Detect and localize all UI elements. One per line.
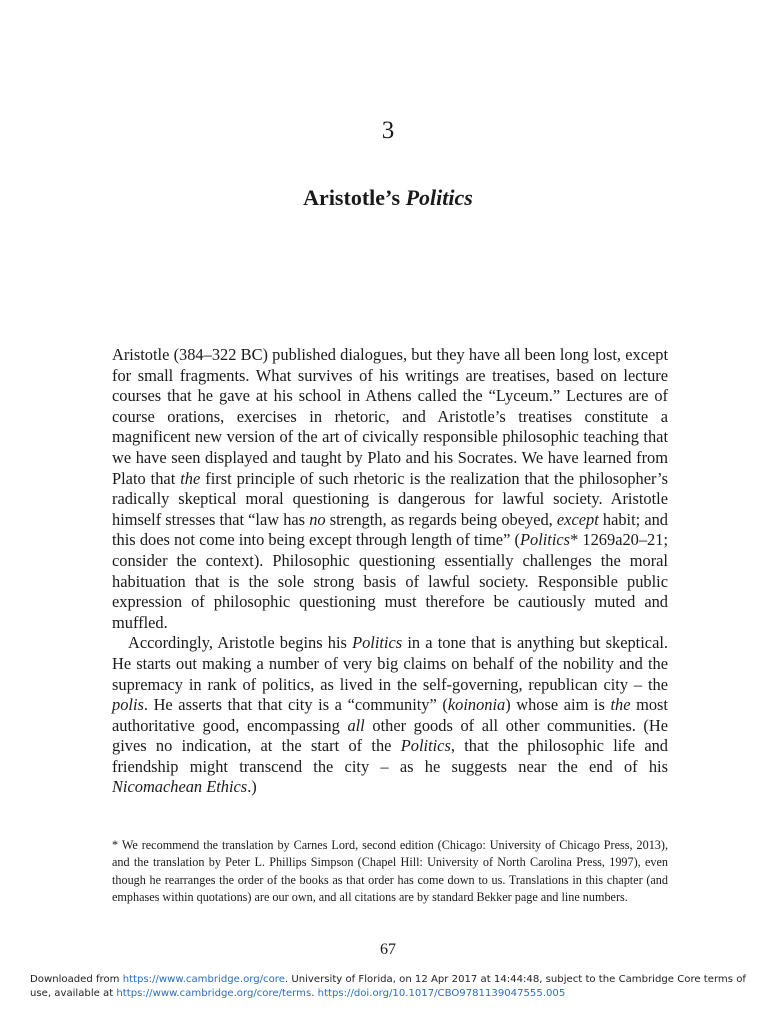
italic-text: no	[309, 509, 326, 529]
paragraph-text: in a tone that is anything but skeptical. He starts out making a number of very big claims on behalf of the nobility and the supremacy in rank of politics, as lived in the self-governing, republican city – the	[112, 633, 668, 694]
paragraph-text: first principle of such rhetoric is the realization that the philosopher’s radically skeptical moral questioning is dangerous for lawful society. Aristotle himself stresses that “law has	[112, 468, 668, 529]
paragraph-text: other goods of all other communities. (He gives no indication, at the start of the	[112, 715, 668, 756]
italic-text: the	[610, 695, 631, 715]
italic-text: Politics	[519, 530, 571, 550]
paragraph-text: Accordingly, Aristotle begins his	[128, 633, 353, 653]
notice-text-1: Downloaded from	[30, 974, 123, 985]
chapter-title-text: Aristotle’s	[303, 185, 406, 210]
italic-text: except	[556, 509, 599, 529]
italic-text: the	[180, 468, 201, 488]
italic-text: Politics	[352, 633, 403, 653]
paragraph-text: most authoritative good, encompassing	[112, 695, 668, 735]
terms-link[interactable]: https://www.cambridge.org/core/terms	[116, 988, 312, 1000]
paragraph-text: strength, as regards being obeyed,	[325, 509, 557, 529]
italic-text: koinonia	[447, 695, 506, 715]
body-paragraph	[112, 345, 668, 633]
body-paragraph	[112, 633, 668, 798]
paragraph-text: Aristotle (384–322 BC) published dialogues, but they have all been long lost, except for small fragments. What survives of his writings are treatises, based on lecture courses that he gave at his school in Athens called the “Lyceum.” Lectures are of course orations, exercises in rhetoric, and Aristotle’s treatises constitute a magnificent new version of the art of civically responsible philosophic teaching that we have seen displayed and taught by Plato and his Socrates. We have learned from Plato that	[112, 345, 668, 488]
chapter-number: 3	[381, 117, 395, 144]
paragraph-text: habit; and this does not come into being except through length of time” (	[112, 509, 668, 550]
paragraph-text: ) whose aim is	[505, 695, 611, 715]
chapter-title-italic: Politics	[405, 185, 473, 210]
paragraph-text: , that the philosophic life and friendship might transcend the city – as he suggests near the end of his	[112, 736, 668, 776]
paragraph-text: . He asserts that that city is a “community” (	[143, 695, 448, 715]
page-number: 67	[380, 941, 396, 958]
italic-text: Politics	[400, 736, 451, 756]
italic-text: all	[347, 715, 365, 735]
paragraph-text: .)	[247, 777, 257, 797]
paragraph-text: * 1269a20–21; consider the context). Philosophic questioning essentially challenges the moral habituation that is the sole strong basis of lawful society. Responsible public expression of philosophic questioning must therefore be cautiously muted and muffled.	[112, 530, 668, 632]
italic-text: Nicomachean Ethics	[112, 777, 248, 797]
download-notice	[30, 973, 750, 1002]
doi-link[interactable]: https://doi.org/10.1017/CBO9781139047555.005	[317, 988, 566, 1000]
notice-text-3: .	[311, 988, 318, 1000]
notice-text-2: . University of Florida, on 12 Apr 2017 at 14:44:48, subject to the Cambridge Core terms of use, available at	[30, 974, 746, 1000]
chapter-title	[0, 184, 768, 212]
footnote: * We recommend the translation by Carnes Lord, second edition (Chicago: University of Chicago Press, 2013), and the translation by Peter L. Phillips Simpson (Chapel Hill: University of North Carolina Press, 1997), even though he rearranges the order of the books as that order has come down to us. Translations in this chapter (and emphases within quotations) are our own, and all citations are by standard Bekker page and line numbers.	[112, 838, 668, 904]
italic-text: polis	[112, 695, 144, 715]
body-text	[112, 345, 668, 798]
cambridge-core-link[interactable]: https://www.cambridge.org/core	[122, 974, 285, 985]
